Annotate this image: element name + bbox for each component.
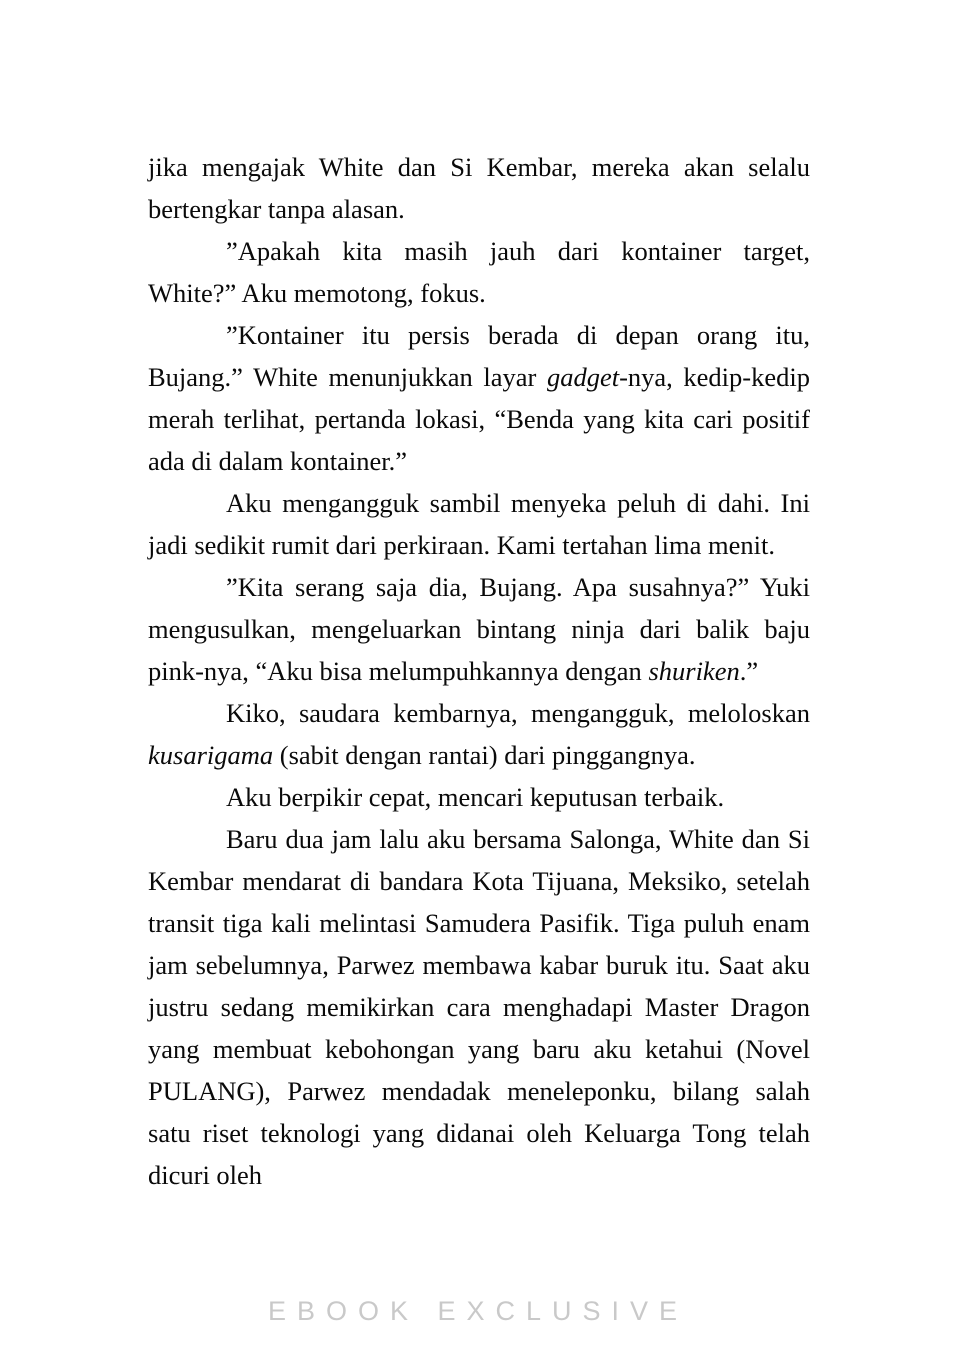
paragraph xyxy=(148,146,810,230)
paragraph xyxy=(148,230,810,314)
text-run: ”Kontainer itu persis berada di depan orang itu, Bujang.” White menunjukkan layar xyxy=(148,320,810,392)
italic-term: gadget xyxy=(546,362,620,392)
text-run: .” xyxy=(739,656,759,686)
text-run: (sabit dengan rantai) dari pinggangnya. xyxy=(273,740,696,770)
page-text-column xyxy=(148,146,810,1196)
paragraph xyxy=(148,692,810,776)
paragraph xyxy=(148,776,810,818)
paragraph xyxy=(148,314,810,482)
text-run: Aku berpikir cepat, mencari keputusan terbaik. xyxy=(226,782,725,812)
text-run: ”Kita serang saja dia, Bujang. Apa susahnya?” Yuki mengusulkan, mengeluarkan bintang ninja dari balik baju pink-nya, “Aku bisa melumpuhkannya dengan xyxy=(148,572,810,686)
text-run: Baru dua jam lalu aku bersama Salonga, White dan Si Kembar mendarat di bandara Kota Tijuana, Meksiko, setelah transit tiga kali melintasi Samudera Pasifik. Tiga puluh enam jam sebelumnya, Parwez membawa kabar buruk itu. Saat aku justru sedang memikirkan cara menghadapi Master Dragon yang membuat kebohongan yang baru aku ketahui (Novel PULANG), Parwez mendadak meneleponku, bilang salah satu riset teknologi yang didanai oleh Keluarga Tong telah dicuri oleh xyxy=(148,824,810,1190)
paragraph xyxy=(148,818,810,1196)
text-run: Kiko, saudara kembarnya, mengangguk, meloloskan xyxy=(226,698,810,728)
ebook-watermark: EBOOK EXCLUSIVE xyxy=(267,1296,689,1326)
italic-term: shuriken xyxy=(648,656,740,686)
paragraph xyxy=(148,566,810,692)
paragraph xyxy=(148,482,810,566)
text-run: ”Apakah kita masih jauh dari kontainer target, White?” Aku memotong, fokus. xyxy=(148,236,810,308)
italic-term: kusarigama xyxy=(148,740,274,770)
text-run: Aku mengangguk sambil menyeka peluh di dahi. Ini jadi sedikit rumit dari perkiraan. Kami tertahan lima menit. xyxy=(148,488,810,560)
text-run: jika mengajak White dan Si Kembar, mereka akan selalu bertengkar tanpa alasan. xyxy=(148,152,810,224)
text-run: -nya, kedip-kedip merah terlihat, pertanda lokasi, “Benda yang kita cari positif ada di dalam kontainer.” xyxy=(148,362,810,476)
